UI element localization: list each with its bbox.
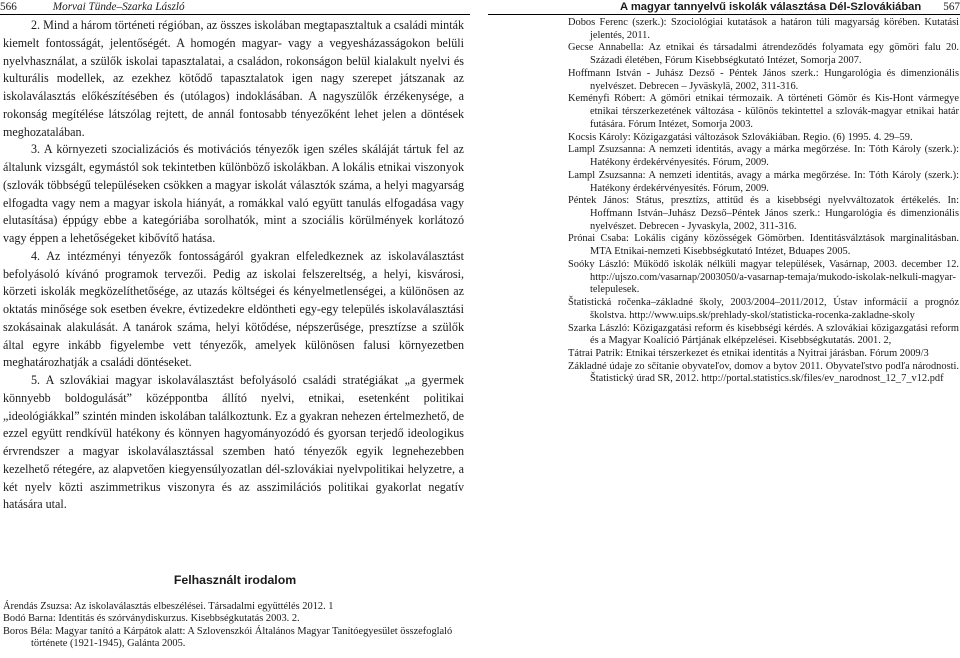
reference-item: Základné údaje zo sčítanie obyvateľov, domov a bytov 2011. Obyvateľstvo podľa národnosti. Štatistický úrad SR, 2012. http://portal.statistics.sk/files/ev_narodnost_12_7_v12.pdf xyxy=(568,360,959,385)
left-header-rule xyxy=(0,14,470,15)
reference-item: Bodó Barna: Identitás és szórványdiskurzus. Kisebbségkutatás 2003. 2. xyxy=(3,613,300,625)
reference-item: Péntek János: Státus, presztízs, attitűd és a kisebbségi nyelvváltozatok értékelés. In: Hoffmann István–Juhász Dezső–Péntek János szerk.: Hungarológia és dimenzionális nyelvészet. Debrecen - Jyvaskyla, 2002, 311-316. xyxy=(568,195,959,232)
left-body-text xyxy=(3,17,464,514)
paragraph-5: 5. A szlovákiai magyar iskolaválasztást befolyásoló családi stratégiákat „a gyermek könnyebb boldogulását” középpontba állító nyelvi, etnikai, esetenként politikai „ideológiákkal” szintén minden iskolában találkoztunk. Ez a gyakran nehezen értelmezhető, de ezzel együtt rendkívül hatékony és könnyen hagyományozódó és gyorsan terjedő ideologikus érvrendszer a magyar iskolaválasztással szemben ható tényezők egyik legnehezebben kezelhető rétegére, az alapvetően kiegyensúlyozatlan dél-szlovákiai nyelvpolitikai helyzetre, a két nyelv közti aszimmetrikus viszonyra és az asszimilációs politikai gyakorlat negatív hatására utal. xyxy=(3,373,464,512)
reference-item: Prónai Csaba: Lokális cigány közösségek Gömörben. Identitásválztások marginalitásban. MTA Etnikai-nemzeti Kisebbségkutató Intézet, Bduapes 2005. xyxy=(568,233,959,258)
references-list-right xyxy=(568,17,959,386)
reference-item: Tátrai Patrik: Etnikai térszerkezet és etnikai identitás a Nyitrai járásban. Fórum 2009/3 xyxy=(568,348,929,359)
reference-item: Hoffmann István - Juhász Dezső - Péntek János szerk.: Hungarológia és dimenzionális nyelvészet. Debrecen – Jyväskylä, 2002, 311-316. xyxy=(568,67,959,92)
paragraph-3: 3. A környezeti szocializációs és motivációs tényezők igen széles skáláját tártuk fel az általunk vizsgált, egymástól sok tekintetben különböző iskolákban. A lokális etnikai viszonyok (szlovák többségű településeken csökken a magyar iskolát választók száma, a helyi magyarság elfogadta vagy nem a magyar iskola hiányát, a romákkal való együtt tanulás elfogadása vagy elutasítása) éppúgy ebbe a kategóriába sorolhatók, mint a szociális körülmények korlátozó vagy éppen a lehetőségeket kibővítő hatása. xyxy=(3,142,464,245)
reference-item: Soóky László: Működő iskolák nélküli magyar települések, Vasárnap, 2003. december 12. http://ujszo.com/vasarnap/2003050/a-vasarnap-temaja/mukodo-iskolak-nelkuli-magyar-telepulesek. xyxy=(568,258,959,296)
right-running-title: A magyar tannyelvű iskolák választása Dél-Szlovákiában xyxy=(620,1,922,13)
reference-item: Dobos Ferenc (szerk.): Szociológiai kutatások a határon túli magyarság körében. Kutatási jelentés, 2011. xyxy=(568,17,959,41)
reference-item: Gecse Annabella: Az etnikai és társadalmi átrendeződés folyamata egy gömöri falu 20. Századi életében, Fórum Kisebbségkutató Intézet, Somorja 2007. xyxy=(568,42,959,67)
reference-item: Keményfi Róbert: A gömöri etnikai térmozaik. A történeti Gömör és Kis-Hont vármegye etnikai térszerkezetének változása - különös tekintettel a szlovák-magyar etnikai határ futására. Fórum Intézet, Somorja 2003. xyxy=(568,93,959,130)
right-page-number: 567 xyxy=(943,1,960,13)
reference-item: Szarka László: Közigazgatási reform és kisebbségi kérdés. A szlovákiai közigazgatási reform és a Magyar Koalíció Pártjának elképzelései. Kisebbségkutatás. 2001. 2, xyxy=(568,322,959,347)
paragraph-4: 4. Az intézményi tényezők fontosságáról gyakran elfeledkeznek az iskolaválasztást befolyásoló kívánó programok tervezői. Pedig az iskolai felszereltség, a helyi, kisvárosi, körzeti iskolák megközelíthetősége, az utazás költségei és kényelmetlenségei, a különösen az oktatás minősége sok esetben évekre, évtizedekre eldöntheti egy-egy település iskolaválasztási szokásainak alakulását. A tanárok száma, helyi kötődése, népszerűsége, presztízse a szülők által egyre inkább figyelembe vett tényezők, amelyek különösen falusi környezetben meghatározhatják a családi döntéseket. xyxy=(3,248,464,370)
references-heading: Felhasznált irodalom xyxy=(173,573,297,587)
reference-item: Kocsis Károly: Közigazgatási változások Szlovákiában. Regio. (6) 1995. 4. 29–59. xyxy=(568,131,913,143)
reference-item: Boros Béla: Magyar tanító a Kárpátok alatt: A Szlovenszkói Általános Magyar Tanítóegyesület összefoglaló története (1921-1945), Galánta 2005. xyxy=(3,625,453,650)
paragraph-2: 2. Mind a három történeti régióban, az összes iskolában megtapasztaltuk a családi minták kiemelt fontosságát, jelentőségét. A homogén magyar- vagy a vegyesházasságokon belüli nyelvhasználat, a szülők iskolai tapasztalatai, a családon, rokonságon belül kialakult nyelvi és kulturális modellek, az ezekhez kötődő tapasztalatok igen nagy szerepet játszanak az iskolaválasztás előkészítésében és (utólagos) indoklásában. A nagyszülők érzékenysége, a rokonság megítélése látszólag rejtett, de annál fontosabb tényezőként lehet jelen a döntések meghozatalában. xyxy=(3,18,464,139)
reference-item: Árendás Zsuzsa: Az iskolaválasztás elbeszélései. Társadalmi együttélés 2012. 1 xyxy=(3,601,334,612)
reference-item: Lampl Zsuzsanna: A nemzeti identitás, avagy a márka megőrzése. In: Tóth Károly (szerk.): Hatékony érdekérvényesítés. Fórum, 2009. xyxy=(568,144,959,169)
reference-item: Štatistická ročenka–základné školy, 2003/2004–2011/2012, Ústav informácií a prognóz školstva. http://www.uips.sk/prehlady-skol/statisticka-rocenka-zakladne-skoly xyxy=(568,297,959,321)
left-page-header xyxy=(0,0,470,14)
references-list-left xyxy=(3,601,464,651)
left-page-number: 566 xyxy=(0,1,17,13)
right-header-rule xyxy=(488,14,960,15)
right-page-header xyxy=(488,0,960,14)
left-running-title: Morvai Tünde–Szarka László xyxy=(52,1,185,13)
reference-item: Lampl Zsuzsanna: A nemzeti identitás, avagy a márka megőrzése. In: Tóth Károly (szerk.): Hatékony érdekérvényesítés. Fórum, 2009. xyxy=(568,169,959,194)
